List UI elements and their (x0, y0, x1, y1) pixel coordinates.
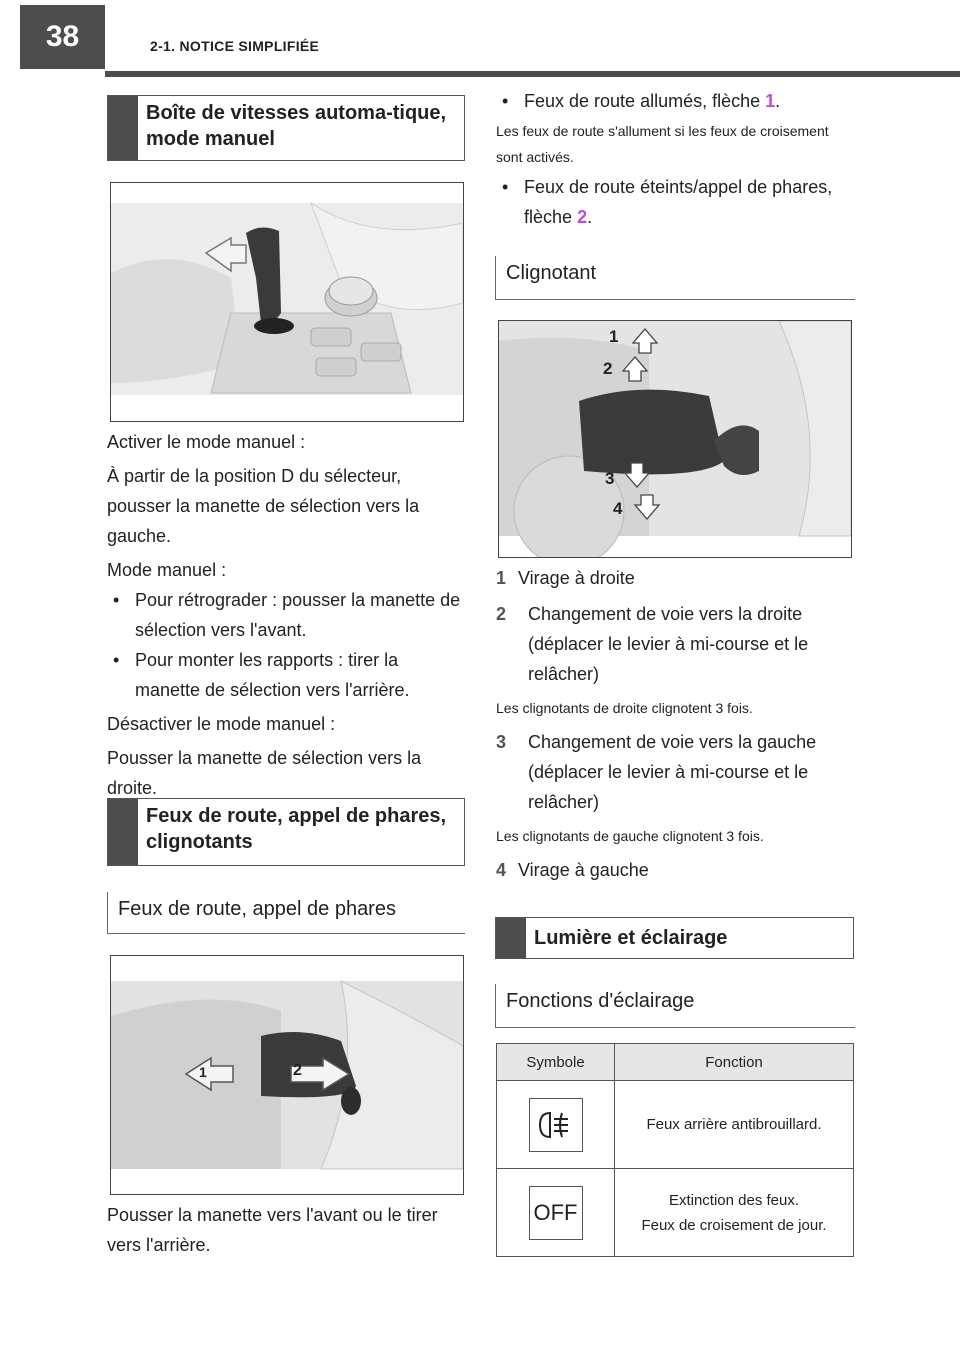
manual-mode-activate-heading: Activer le mode manuel : (107, 432, 306, 452)
bullet-upshift: Pour monter les rapports : tirer la manette de sélection vers l'arrière. (135, 650, 410, 700)
table-row (497, 1081, 854, 1169)
gear-selector-figure (110, 182, 464, 422)
manual-mode-activate-text: À partir de la position D du sélecteur, pousser la manette de sélection vers la gauche. (107, 466, 420, 546)
manual-mode-deactivate-heading: Désactiver le mode manuel : (107, 714, 336, 734)
list-item: • Feux de route éteints/appel de phares, flèche 2. (502, 177, 833, 227)
right-signal-note: Les clignotants de droite clignotent 3 fois. (496, 700, 753, 716)
chapter-title: 2-1. NOTICE SIMPLIFIÉE (150, 38, 320, 54)
list-item: • Pour rétrograder : pousser la manette de sélection vers l'avant. (113, 590, 461, 640)
item-text: Changement de voie vers la gauche (déplacer le levier à mi-course et le relâcher) (528, 732, 817, 812)
manual-mode-deactivate-text: Pousser la manette de sélection vers la droite. (107, 748, 422, 798)
list-item (496, 855, 858, 885)
high-beam-figure (110, 955, 464, 1195)
figure-label-1: 1 (199, 1064, 207, 1080)
fn-lights-off: Extinction des feux. (668, 1191, 800, 1209)
list-item: • Feux de route allumés, flèche 1. (502, 91, 781, 111)
subhead-lighting-functions: Fonctions d'éclairage (495, 984, 855, 1028)
list-item (496, 599, 858, 689)
manual-mode-heading: Mode manuel : (107, 560, 227, 580)
left-signal-note: Les clignotants de gauche clignotent 3 fois. (496, 828, 764, 844)
subhead-high-beam: Feux de route, appel de phares (107, 892, 465, 934)
bullet-high-beam-off: Feux de route éteints/appel de phares, flèche (524, 177, 833, 227)
section-lighting (495, 917, 854, 959)
rear-fog-light-icon (529, 1098, 583, 1152)
gear-selector-illustration (111, 183, 463, 421)
section-gearbox-title: Boîte de vitesses automa-tique, mode manuel (146, 102, 447, 150)
item-number: 1 (496, 568, 507, 588)
header-rule (105, 71, 960, 77)
arrow-ref-1: 1 (765, 91, 776, 111)
list-item (496, 727, 858, 817)
section-lighting-title: Lumière et éclairage (534, 927, 728, 949)
fn-daytime-lights: Feux de croisement de jour. (641, 1216, 827, 1234)
turn-signal-illustration (499, 321, 851, 557)
bullet-end-punct: . (775, 91, 781, 111)
high-beam-note: Les feux de route s'allument si les feux de croisement sont activés. (496, 123, 829, 165)
bullet-downshift: Pour rétrograder : pousser la manette de sélection vers l'avant. (135, 590, 461, 640)
figure-label-1: 1 (609, 327, 619, 346)
item-number: 4 (496, 860, 507, 880)
item-number: 3 (496, 732, 507, 752)
list-item (496, 563, 858, 593)
fn-rear-fog: Feux arrière antibrouillard. (615, 1081, 854, 1169)
bullet-end-punct: . (587, 207, 593, 227)
high-beam-illustration (111, 956, 463, 1194)
section-gearbox (107, 95, 465, 161)
arrow-ref-2: 2 (577, 207, 588, 227)
col-header-symbol: Symbole (497, 1044, 615, 1081)
item-text: Virage à gauche (518, 860, 649, 880)
item-text: Virage à droite (518, 568, 635, 588)
section-headlights-title: Feux de route, appel de phares, clignotants (146, 805, 447, 853)
item-text: Changement de voie vers la droite (déplacer le levier à mi-course et le relâcher) (528, 604, 809, 684)
high-beam-instruction: Pousser la manette vers l'avant ou le tirer vers l'arrière. (107, 1205, 438, 1255)
turn-signal-figure (498, 320, 852, 558)
figure-label-4: 4 (613, 499, 623, 518)
bullet-high-beam-on: Feux de route allumés, flèche (524, 91, 761, 111)
lighting-symbol-table (496, 1043, 854, 1257)
page-number: 38 (20, 5, 105, 69)
col-header-function: Fonction (615, 1044, 854, 1081)
section-headlights (107, 798, 465, 866)
list-item: • Pour monter les rapports : tirer la manette de sélection vers l'arrière. (113, 650, 410, 700)
item-number: 2 (496, 604, 507, 624)
figure-label-3: 3 (605, 469, 615, 488)
table-row (497, 1169, 854, 1257)
lights-off-symbol: OFF (529, 1186, 583, 1240)
subhead-turn-signal: Clignotant (495, 256, 855, 300)
figure-label-2: 2 (293, 1062, 302, 1079)
figure-label-2: 2 (603, 359, 613, 378)
